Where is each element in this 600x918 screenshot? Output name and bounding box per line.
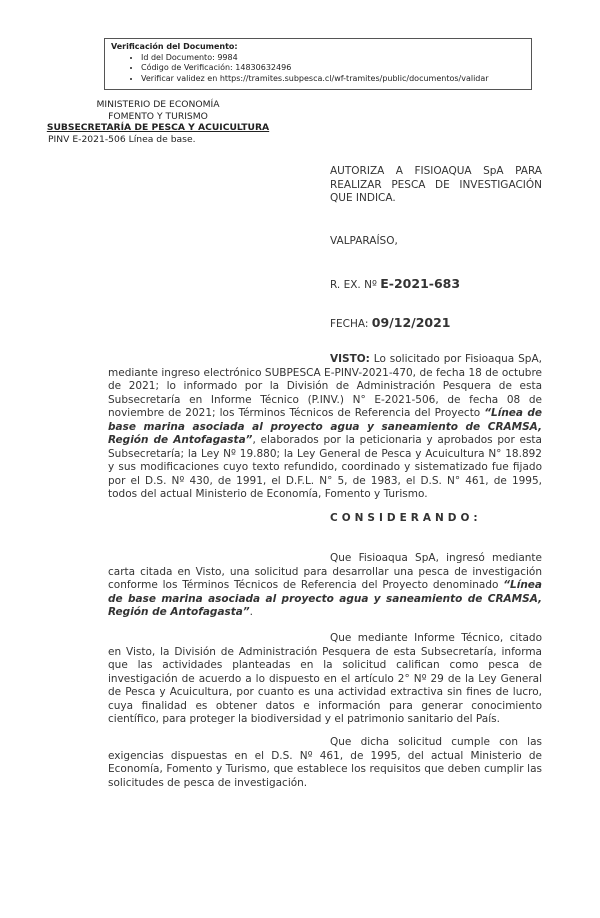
rex-label: R. EX. Nº <box>330 279 377 291</box>
considerando-p1-end: . <box>249 606 253 618</box>
city: VALPARAÍSO, <box>330 235 398 247</box>
verification-item-code: • Código de Verificación: 14830632496 <box>141 63 525 74</box>
resolution-title: AUTORIZA A FISIOAQUA SpA PARA REALIZAR PESCA DE INVESTIGACIÓN QUE INDICA. <box>330 165 542 204</box>
fecha-label: FECHA: <box>330 318 369 330</box>
verification-list <box>111 53 525 85</box>
verification-item-url[interactable]: • Verificar validez en https://tramites.subpesca.cl/wf-tramites/public/documentos/validar <box>141 74 525 85</box>
considerando-p1-text: Que Fisioaqua SpA, ingresó mediante carta citada en Visto, una solicitud para desarrollar una pesca de investigación conforme los Términos Técnicos de Referencia del Proyecto denominado <box>108 552 542 591</box>
visto-paragraph <box>108 353 542 502</box>
visto-text2: , elaborados por la peticionaria y aprobados por esta Subsecretaría; la Ley Nº 19.880; la Ley General de Pesca y Acuicultura N° 18.892 y sus modificaciones cuyo texto refundido, coordinado y sistematizado fue fijado por el D.S. Nº 430, de 1991, el D.F.L. N° 5, de 1983, el D.S. N° 461, de 1995, todos del actual Ministerio de Economía, Fomento y Turismo. <box>108 434 542 500</box>
considerando-paragraph-2 <box>108 632 542 727</box>
verification-box <box>104 38 532 90</box>
considerando-paragraph-3 <box>108 736 542 790</box>
ministry-line1: MINISTERIO DE ECONOMÍA <box>96 99 220 110</box>
subsecretaria-name: SUBSECRETARÍA DE PESCA Y ACUICULTURA <box>46 122 270 133</box>
considerando-p3-text: Que dicha solicitud cumple con las exigencias dispuestas en el D.S. Nº 461, de 1995, del actual Ministerio de Economía, Fomento y Turismo, que establece los requisitos que deben cumplir las solicitudes de pesca de investigación. <box>108 736 542 789</box>
visto-project: “Línea de base marina asociada al proyecto agua y saneamiento de CRAMSA, Región de Antofagasta” <box>108 407 543 446</box>
considerando-heading: CONSIDERANDO: <box>330 512 482 524</box>
rex-number: E-2021-683 <box>380 276 461 291</box>
visto-label: VISTO: <box>330 353 370 365</box>
verification-title: Verificación del Documento: <box>111 42 238 51</box>
verification-item-id: • Id del Documento: 9984 <box>141 53 525 64</box>
pinv-reference: PINV E-2021-506 Línea de base. <box>48 134 196 145</box>
visto-text1: Lo solicitado por Fisioaqua SpA, mediante ingreso electrónico SUBPESCA E-PINV-2021-470, de fecha 18 de octubre de 2021; lo informado por la División de Administración Pesquera de esta Subsecretaría en Informe Técnico (P.INV.) N° E-2021-506, de fecha 08 de noviembre de 2021; los Términos Técnicos de Referencia del Proyecto <box>108 353 542 419</box>
fecha-value: 09/12/2021 <box>371 315 451 330</box>
ministry-header <box>36 99 280 134</box>
ministry-line2: FOMENTO Y TURISMO <box>108 110 208 122</box>
considerando-p1-project: “Línea de base marina asociada al proyecto agua y saneamiento de CRAMSA, Región de Antofagasta” <box>108 579 542 618</box>
resolution-number <box>330 276 460 291</box>
considerando-p2-text: Que mediante Informe Técnico, citado en Visto, la División de Administración Pesquera de esta Subsecretaría, informa que las actividades planteadas en la solicitud califican como pesca de investigación de acuerdo a lo dispuesto en el artículo 2° Nº 29 de la Ley General de Pesca y Acuicultura, por cuanto es una actividad extractiva sin fines de lucro, cuya finalidad es obtener datos e información para generar conocimiento científico, para proteger la biodiversidad y el patrimonio sanitario del País. <box>108 632 542 725</box>
resolution-date <box>330 315 451 330</box>
considerando-paragraph-1 <box>108 552 542 620</box>
